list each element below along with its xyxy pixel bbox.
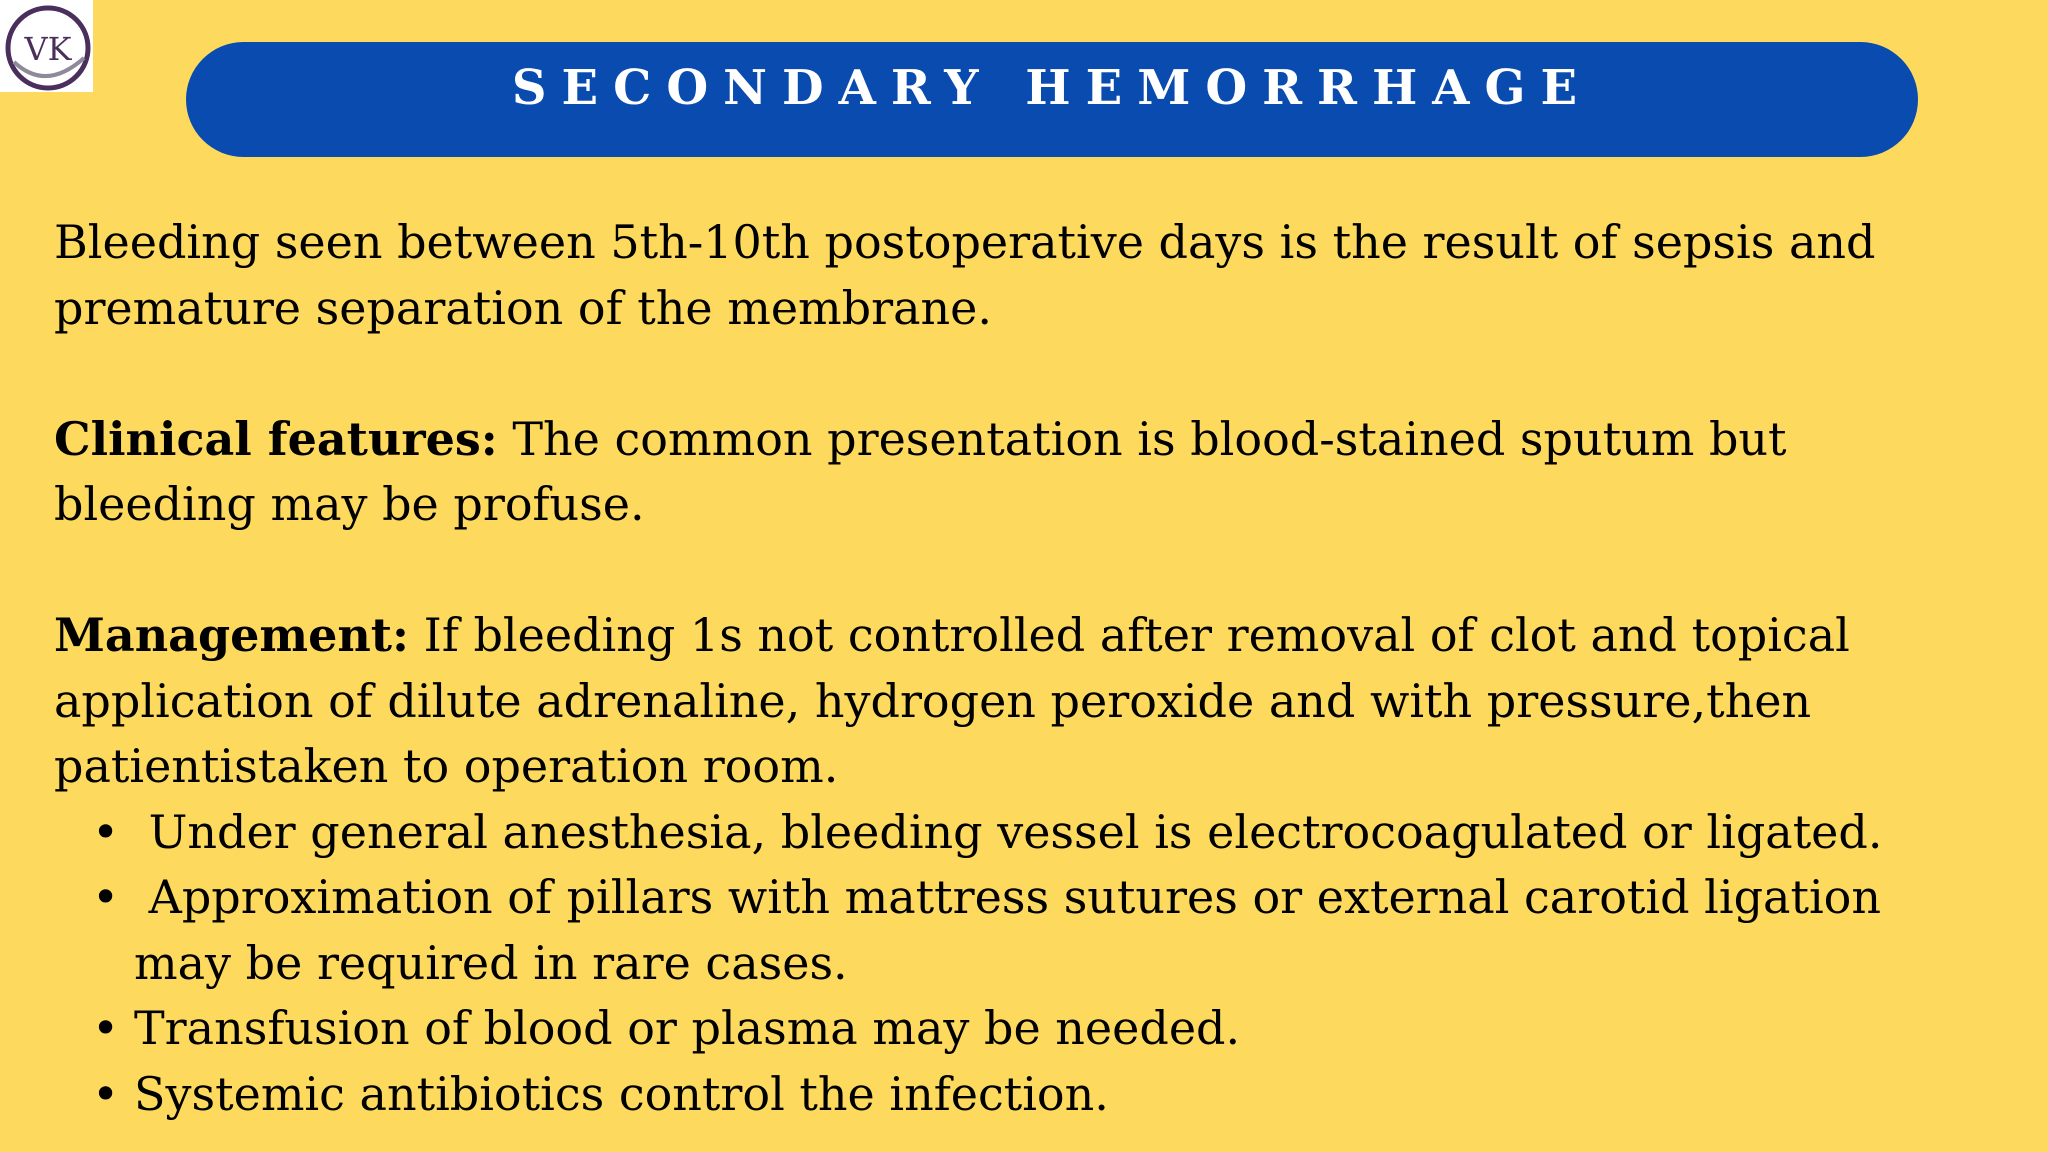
clinical-features-line-1: [54, 407, 1984, 473]
management-line-2: application of dilute adrenaline, hydrogen peroxide and with pressure,then: [54, 673, 1812, 728]
intro-line-1: Bleeding seen between 5th-10th postoperative days is the result of sepsis and: [54, 215, 1876, 269]
vk-logo-icon: [0, 0, 93, 92]
title-banner: [186, 42, 1918, 157]
management-text: If bleeding 1s not controlled after removal of clot and topical: [409, 608, 1850, 662]
paragraph-gap: [54, 538, 1984, 604]
list-item-line: Transfusion of blood or plasma may be needed.: [134, 1001, 1241, 1055]
clinical-features-text: The common presentation is blood-stained sputum but: [497, 411, 1787, 466]
list-item-line: may be required in rare cases.: [134, 935, 848, 990]
page-title: SECONDARY HEMORRHAGE: [511, 60, 1593, 116]
bullet-icon: •: [92, 870, 120, 924]
vk-logo: [0, 0, 93, 92]
management-bullet-list: [54, 800, 1984, 1128]
bullet-icon: •: [92, 1001, 120, 1055]
list-item: [54, 996, 1984, 1062]
list-item: [54, 1062, 1984, 1128]
clinical-features-line-2: bleeding may be profuse.: [54, 477, 645, 531]
clinical-features-label: Clinical features:: [54, 411, 498, 466]
list-item-line: Systemic antibiotics control the infection.: [134, 1066, 1109, 1121]
paragraph-gap: [54, 341, 1984, 407]
list-item-line: Under general anesthesia, bleeding vessel is electrocoagulated or ligated.: [134, 804, 1883, 859]
management-label: Management:: [54, 608, 410, 662]
management-line-1: [54, 603, 1984, 669]
bullet-icon: •: [92, 1066, 120, 1121]
bullet-icon: •: [92, 804, 120, 859]
management-line-3: patientistaken to operation room.: [54, 739, 839, 793]
list-item: [54, 865, 1984, 996]
list-item-line: Approximation of pillars with mattress sutures or external carotid ligation: [134, 870, 1881, 924]
list-item: [54, 800, 1984, 866]
intro-line-2: premature separation of the membrane.: [54, 280, 992, 335]
logo-text: VK: [24, 30, 72, 68]
slide-content: [54, 210, 1984, 1127]
